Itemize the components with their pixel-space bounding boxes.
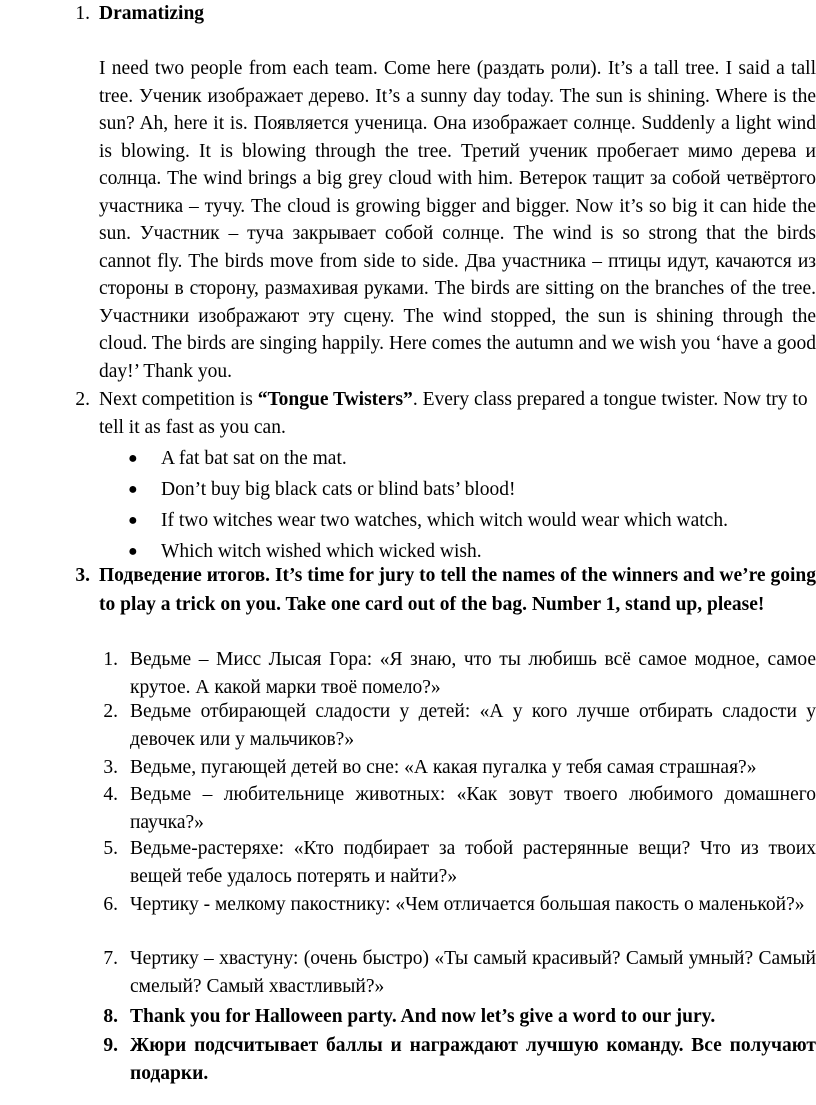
section-heading: Dramatizing	[99, 3, 205, 24]
section-number: 3.	[75, 565, 90, 586]
list-item: ● Which witch wished which wicked wish.	[128, 538, 788, 569]
section-number: 1.	[75, 3, 90, 24]
dramatizing-paragraph: I need two people from each team. Come here (раздать роли). It’s a tall tree. I said a tall tree. Ученик изображает дерево. It’s a sunny day today. The sun is shining. Where is the sun? Ah, here it is. Появляется ученица. Она изображает солнце. Suddenly a light wind is blowing. It is blowing through the tree. Третий ученик пробегает мимо дерева и солнца. The wind brings a big grey cloud with him. Ветерок тащит за собой четвёртого участника – тучу. The cloud is growing bigger and bigger. Now it’s so big it can hide the sun. Участник – туча закрывает собой солнце. The wind is so strong that the birds cannot fly. The birds move from side to side. Два участника – птицы идут, качаются из стороны в сторону, размахивая руками. The birds are sitting on the branches of the tree. Участники изображают эту сцену. The wind stopped, the sun is shining through the cloud. The birds are singing happily. Here comes the autumn and we wish you ‘have a good day!’ Thank you.	[99, 58, 816, 382]
intro-text: Next competition is	[99, 389, 258, 410]
results-heading: Подведение итогов. It’s time for jury to tell the names of the winners and we’re going to play a trick on you. Take one card out of the bag. Number 1, stand up, please!	[99, 565, 816, 615]
tongue-twisters-intro	[99, 386, 816, 441]
tongue-twister-list	[128, 445, 788, 569]
intro-text-rest: . Every class prepared a tongue twister. Now try to tell it as fast as you can.	[99, 389, 808, 438]
bullet-icon: ●	[128, 481, 138, 498]
document-page: 1. Dramatizing I need two people from each team. Come here (раздать роли). It’s a tall tree. I said a tall tree. Ученик изображает дерево. It’s a sunny day today. The sun is shining. Where is the sun? Ah, here it is. Появляется ученица. Она изображает солнце. Suddenly a light wind is blowing. It is blowing through the tree. Третий ученик пробегает мимо дерева и солнца. The wind brings a big grey cloud with him. Ветерок тащит за собой четвёртого участника – тучу. The cloud is growing bigger and bigger. Now it’s so big it can hide the sun. Участник – туча закрывает собой солнце. The wind is so strong that the birds cannot fly. The birds move from side to side. Два участника – птицы идут, качаются из стороны в сторону, размахивая руками. The birds are sitting on the branches of the tree. Участники изображают эту сцену. The wind stopped, the sun is shining through the cloud. The birds are singing happily. Here comes the autumn and we wish you ‘have a good day!’ Thank you. 2. Next competition is “Tongue Twisters”. Every class prepared a tongue twister. Now try to tell it as fast as you can. ● A fat bat sat on the mat. ● Don’t buy big black cats or blind bats’ blood! ● If two witches wear two watches, which witch would wear which watch. ● Which witch wished which wicked wish. 3. Подведение итогов. It’s time for jury to tell the names of the winners and we’re going to play a trick on you. Take one card out of the bag. Number 1, stand up, please! 1. Ведьме – Мисс Лысая Гора: «Я знаю, что ты любишь всё самое модное, самое крутое. А какой марки твоё помело?» 2. Ведьме отбирающей сладости у детей: «А у кого лучше отбирать сладости у девочек или у мальчиков?» 3. Ведьме, пугающей детей во сне: «А какая пугалка у тебя самая страшная?» 4. Ведьме – любительнице животных: «Как зовут твоего любимого домашнего паучка?» 5. Ведьме-растеряхе: «Кто подбирает за тобой растерянные вещи? Что из твоих вещей тебе удалось потерять и найти?» 6. Чертику - мелкому пакостнику: «Чем отличается большая пакость о маленькой?» 7. Чертику – хвастуну: (очень быстро) «Ты самый красивый? Самый умный? Самый смелый? Самый хвастливый?» 8. Thank you for Halloween party. And now let’s give a word to our jury. 9. Жюри подсчитывает баллы и награждают лучшую команду. Все получают подарки.	[0, 0, 816, 1105]
section-number: 2.	[75, 389, 90, 410]
bullet-icon: ●	[128, 450, 138, 467]
list-item: ● If two witches wear two watches, which witch would wear which watch.	[128, 507, 788, 538]
bullet-icon: ●	[128, 512, 138, 529]
list-item: ● Don’t buy big black cats or blind bats’ blood!	[128, 476, 788, 507]
list-item: ● A fat bat sat on the mat.	[128, 445, 788, 476]
competition-name: “Tongue Twisters”	[257, 389, 413, 410]
bullet-icon: ●	[128, 543, 138, 560]
